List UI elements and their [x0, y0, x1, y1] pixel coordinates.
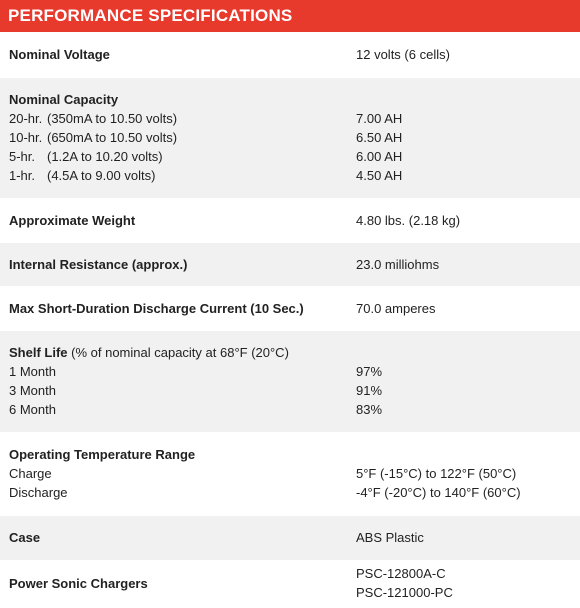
spec-row-capacity	[0, 78, 580, 198]
capacity-value-10hr: 6.50 AH	[356, 130, 403, 145]
shelf-period-1: 1 Month	[9, 364, 56, 379]
section-title: PERFORMANCE SPECIFICATIONS	[8, 6, 293, 25]
shelf-period-3: 3 Month	[9, 383, 56, 398]
spec-row-discharge	[0, 286, 580, 331]
spec-label: Power Sonic Chargers	[9, 576, 148, 591]
spec-label: Nominal Voltage	[9, 47, 110, 62]
spec-row-voltage	[0, 32, 580, 78]
spec-label: Operating Temperature Range	[9, 447, 196, 462]
capacity-rate-20hr: 20-hr. (350mA to 10.50 volts)	[9, 111, 178, 126]
temp-value-charge: 5°F (-15°C) to 122°F (50°C)	[356, 466, 517, 481]
shelf-period-6: 6 Month	[9, 402, 56, 417]
spec-value: 23.0 milliohms	[356, 257, 440, 272]
spec-label-note: (% of nominal capacity at 68°F (20°C)	[71, 345, 289, 360]
spec-value: 4.80 lbs. (2.18 kg)	[356, 213, 461, 228]
charger-model-2: PSC-121000-PC	[356, 585, 453, 600]
capacity-value-5hr: 6.00 AH	[356, 149, 403, 164]
spec-value: 70.0 amperes	[356, 301, 436, 316]
spec-row-weight	[0, 198, 580, 243]
spec-value: 12 volts (6 cells)	[356, 47, 450, 62]
spec-row-resistance	[0, 243, 580, 286]
capacity-rate-1hr: 1-hr. (4.5A to 9.00 volts)	[9, 168, 156, 183]
spec-label: Shelf Life	[9, 345, 68, 360]
spec-value: ABS Plastic	[356, 530, 424, 545]
section-header	[0, 0, 580, 32]
shelf-value-1: 97%	[356, 364, 383, 379]
temp-value-discharge: -4°F (-20°C) to 140°F (60°C)	[356, 485, 521, 500]
capacity-value-1hr: 4.50 AH	[356, 168, 403, 183]
temp-mode-charge: Charge	[9, 466, 52, 481]
spec-row-case	[0, 516, 580, 560]
shelf-value-6: 83%	[356, 402, 383, 417]
spec-label: Case	[9, 530, 41, 545]
spec-label: Internal Resistance (approx.)	[9, 257, 188, 272]
temp-mode-discharge: Discharge	[9, 485, 68, 500]
spec-label: Approximate Weight	[9, 213, 136, 228]
spec-row-shelf-life	[0, 331, 580, 432]
spec-row-temperature	[0, 432, 580, 516]
charger-model-1: PSC-12800A-C	[356, 566, 446, 581]
spec-table	[0, 32, 580, 608]
shelf-value-3: 91%	[356, 383, 383, 398]
spec-label: Nominal Capacity	[9, 92, 119, 107]
capacity-value-20hr: 7.00 AH	[356, 111, 403, 126]
capacity-rate-5hr: 5-hr. (1.2A to 10.20 volts)	[9, 149, 163, 164]
spec-row-chargers	[0, 560, 580, 608]
spec-label: Max Short-Duration Discharge Current (10 Sec.)	[9, 301, 304, 316]
capacity-rate-10hr: 10-hr. (650mA to 10.50 volts)	[9, 130, 178, 145]
